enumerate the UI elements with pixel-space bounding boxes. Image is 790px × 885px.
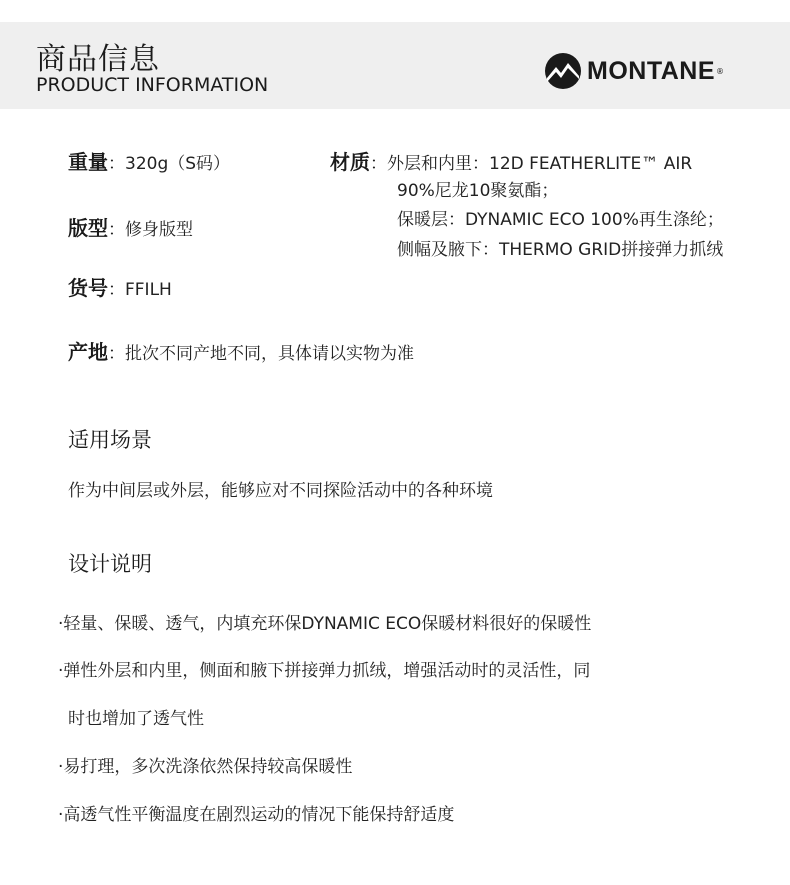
design-bullet-4: ·高透气性平衡温度在剧烈运动的情况下能保持舒适度 xyxy=(58,805,455,825)
spec-sku-label: 货号 xyxy=(68,276,108,300)
spec-origin-value: ：批次不同产地不同，具体请以实物为准 xyxy=(108,344,414,364)
page-subtitle: PRODUCT INFORMATION xyxy=(36,74,269,96)
spec-material-label: 材质 xyxy=(330,150,370,174)
design-bullet-3: ·易打理，多次洗涤依然保持较高保暖性 xyxy=(58,757,353,777)
spec-material-line-4: 侧幅及腋下：THERMO GRID拼接弹力抓绒 xyxy=(397,240,724,260)
header-banner xyxy=(0,22,790,109)
spec-weight xyxy=(68,146,230,175)
spec-material-line-3: 保暖层：DYNAMIC ECO 100%再生涤纶； xyxy=(397,210,724,230)
spec-origin xyxy=(68,336,414,365)
montane-mountain-logo-icon xyxy=(544,52,582,90)
spec-weight-value: ：320g（S码） xyxy=(108,154,231,174)
spec-weight-label: 重量 xyxy=(68,150,108,174)
spec-sku xyxy=(68,272,172,301)
spec-origin-label: 产地 xyxy=(68,340,108,364)
spec-fit-label: 版型 xyxy=(68,216,108,240)
usage-title: 适用场景 xyxy=(68,428,152,452)
spec-material xyxy=(330,146,692,175)
usage-text: 作为中间层或外层，能够应对不同探险活动中的各种环境 xyxy=(68,481,493,501)
design-title: 设计说明 xyxy=(68,552,152,576)
spec-fit xyxy=(68,212,193,241)
design-bullet-2-cont: 时也增加了透气性 xyxy=(68,709,204,729)
registered-mark: ® xyxy=(716,66,725,76)
page-title: 商品信息 xyxy=(36,42,160,77)
spec-material-line-2: 90%尼龙10聚氨酯； xyxy=(397,181,559,201)
design-bullet-1: ·轻量、保暖、透气，内填充环保DYNAMIC ECO保暖材料很好的保暖性 xyxy=(58,614,592,634)
brand-logo xyxy=(544,52,724,90)
design-bullet-2: ·弹性外层和内里，侧面和腋下拼接弹力抓绒，增强活动时的灵活性，同 xyxy=(58,661,591,681)
spec-sku-value: ：FFILH xyxy=(108,280,172,300)
spec-fit-value: ：修身版型 xyxy=(108,220,193,240)
spec-material-line-1: ：外层和内里：12D FEATHERLITE™ AIR xyxy=(370,154,693,174)
brand-name: MONTANE xyxy=(587,56,716,85)
